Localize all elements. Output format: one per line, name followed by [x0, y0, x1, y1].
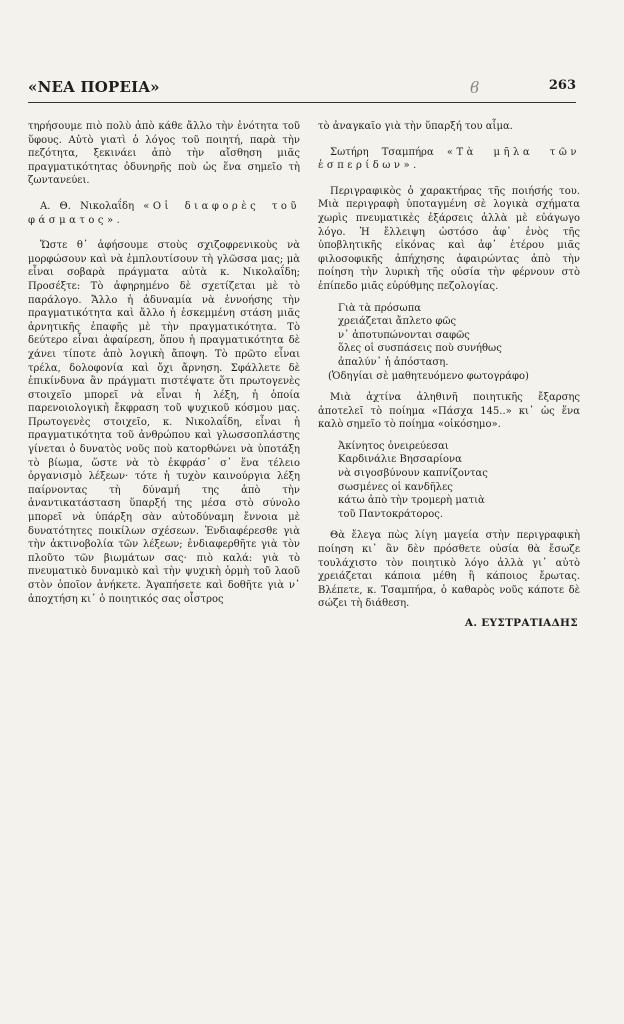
page-header — [28, 78, 576, 100]
poem-line: Καρδινάλιε Βησσαρίονα — [338, 454, 462, 466]
poem-quote — [328, 302, 580, 384]
paragraph: τὸ ἀναγκαῖο γιὰ τὴν ὕπαρξή του αἷμα. — [318, 121, 513, 132]
review-title: «Οἱ διαφορὲς τοῦ φάσματος». — [28, 200, 300, 226]
poem-source: (Ὁδηγίαι σὲ μαθητευόμενο φωτογράφο) — [328, 370, 529, 382]
review-author: Α. Θ. Νικολαΐδη — [40, 200, 135, 212]
poem-line: τοῦ Παντοκράτορος. — [338, 508, 444, 520]
poem-line: ὅλες οἱ συσπάσεις ποὺ συνήθως — [338, 343, 502, 355]
poem-line: σωσμένες οἱ κανδῆλες — [338, 481, 453, 493]
poem-line: κάτω ἀπὸ τὴν τρομερὴ ματιὰ — [338, 495, 485, 507]
paragraph: Ὥστε θ᾽ ἀφήσουμε στοὺς σχιζοφρενικοὺς νὰ μορφώσουν καὶ νὰ ἐμπλουτίσουν τὴ γλῶσσα μας; μὰ εἶναι σοβαρὰ πράγματα αὐτὰ κ. Νικολαΐδη; Προσέξτε: Τὸ ἀφηρημένο δὲ σχετίζεται μὲ τὸ παράλογο. Ἄλλο ἡ ἀδυναμία νὰ ἐννοήσης τὴν πραγματικότητα καὶ ἄλλο ἡ ἐσκεμμένη στάση μιᾶς ἀρνητικῆς ἐπαφῆς μὲ τὴν πραγματικότητα. Τὸ δεύτερο εἶναι ἀφαίρεση, ὅπου ἡ πραγματικότητα δὲ χάνει τίποτε ἀπὸ λογικὴ ἄποψη. Τὸ πρῶτο εἶναι τρέλα, δολοφονία καὶ ὄχι ἄρνηση. Σφάλλετε δὲ ἐπικίνδυνα ἂν πράγματι πιστέψατε ὅτι πρωτογενὲς στοιχεῖο μπορεῖ νὰ εἶναι ἡ λέξη, ἡ ὁποία παρενοιολογικὴ ἔκφραση τοῦ ψυχικοῦ κόσμου μας. Πρωτογενὲς στοιχεῖο, κ. Νικολαΐδη, εἶναι ἡ πραγματικότητα τοῦ ἀνθρώπου καὶ γλωσσοπλάστης γίνεται ὁ δυνατὸς νοῦς ποὺ κατορθώνει νὰ ὑποτάξη τὸ βίωμα, ὥστε νὰ τὸ ἐκφράσ᾽ σ᾽ ἕνα τέλειο ὀργανισμὸ λέξεων· τότε ἡ τυχὸν καινούργια λέξη παίρνοντας τὴ δύναμή της ἀπὸ τὴν ἀναντικατάσταση ὕπαρξή της μέσα στὸ σύνολο μπορεῖ νὰ ὑπάρξη σὰν αὐτοδύναμη ἔννοια μὲ δυνατότητες ποικίλων σχέσεων. Ἐνδιαφέρεσθε γιὰ τὴν ἀκτινοβολία τῶν λέξεων; ἐνδιαφερθῆτε γιὰ τὸν πλοῦτο τῶν βιωμάτων σας· πιὸ καλά: γιὰ τὸ πνευματικὸ δυναμικὸ καὶ τὴν ψυχικὴ ὁρμὴ τοῦ λαοῦ στὸν ὁποῖον ἀνήκετε. Ἀγαπήσετε καὶ δοθῆτε γιὰ ν᾽ ἀποχτήση κι᾽ ὁ ποιητικός σας οἶστρος — [28, 240, 300, 605]
handwritten-mark: ϐ — [470, 78, 480, 97]
poem-line: ἀπαλύν᾽ ἡ ἀπόσταση. — [338, 356, 449, 368]
author-signature: Α. ΕΥΣΤΡΑΤΙΑΔΗΣ — [464, 617, 578, 629]
paragraph: Μιὰ ἀχτίνα ἀληθινῆ ποιητικῆς ἔξαρσης ἀποτελεῖ τὸ ποίημα «Πάσχα 145..» κι᾽ ὡς ἕνα καλὸ σημεῖο τὸ ποίημα «οἰκόσημο». — [318, 392, 580, 431]
poem-line: ν᾽ ἀποτυπώνονται σαφῶς — [338, 329, 470, 341]
left-column — [28, 120, 300, 606]
review-heading — [28, 200, 300, 227]
paragraph: Περιγραφικὸς ὁ χαρακτήρας τῆς ποιήσής του. Μιὰ περιγραφὴ ὑποταγμένη σὲ λογικὰ σχήματα χωρὶς πνευματικὲς ἐξάρσεις ἀλλὰ μὲ εὐάγωγο λόγο. Ἡ ἔλλειψη ὡστόσο ἀφ᾽ ἑνὸς τῆς ὑποβλητικῆς εἰκόνας καὶ ἀφ᾽ ἑτέρου μιᾶς φιλοσοφικῆς ἀπήχησης ἀφαιρώντας ἀπὸ τὴν ποίηση τὴν λυρικὴ τῆς οὐσία τὴν φέρνουν στὸ ἐπίπεδο μιᾶς εὐρύθμης πεζολογίας. — [318, 185, 580, 292]
right-column — [318, 120, 580, 631]
paragraph: τηρήσουμε πιὸ πολὺ ἀπὸ κάθε ἄλλο τὴν ἑνότητα τοῦ ὕφους. Αὐτὸ γιατὶ ὁ λόγος τοῦ ποιητή, παρὰ τὴν πεζότητα, ξεκινάει ἀπὸ τὴν αἴσθηση μιᾶς πραγματικότητας ὀδυνηρῆς ποὺ ὡς ἕνα σημεῖο τὴ ζωντανεύει. — [28, 121, 300, 187]
review-author: Σωτήρη Τσαμπήρα — [330, 146, 434, 158]
poem-line: χρειάζεται ἄπλετο φῶς — [338, 316, 457, 328]
paragraph: Θὰ ἔλεγα πὼς λίγη μαγεία στὴν περιγραφικὴ ποίηση κι᾽ ἂν δὲν πρόσθετε οὐσία θὰ ἔσωζε τουλάχιστο τὸν ποιητικὸ λόγο ἀλλὰ γι᾽ αὐτὸ χρειάζεται κάποια μέθη ἢ κάποιος ἔρωτας. Βλέπετε, κ. Τσαμπήρα, ὁ καθαρὸς νοῦς κάποτε δὲ σώζει τὴ διάθεση. — [318, 530, 580, 610]
page-number: 263 — [548, 78, 576, 93]
header-rule — [28, 102, 576, 103]
poem-line: νὰ σιγοσβύνουν καπνίζοντας — [338, 468, 488, 480]
review-title: «Τὰ μῆλα τῶν ἑσπερίδων». — [318, 146, 580, 172]
journal-title: «ΝΕΑ ΠΟΡΕΙΑ» — [28, 78, 160, 96]
poem-quote — [328, 440, 580, 522]
review-heading — [318, 146, 580, 173]
poem-line: Ἀκίνητος ὀνειρεύεσαι — [338, 440, 449, 452]
poem-line: Γιὰ τὰ πρόσωπα — [338, 302, 422, 314]
